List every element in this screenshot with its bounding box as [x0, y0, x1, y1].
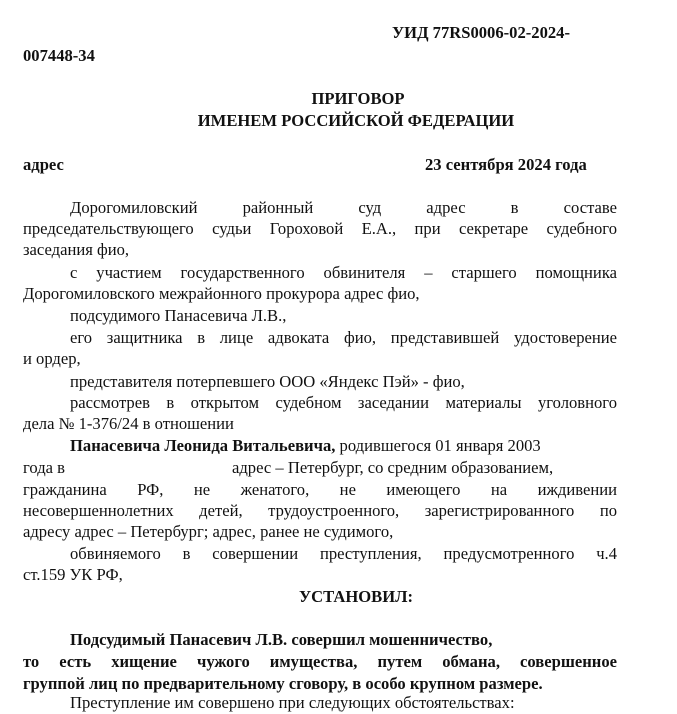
- body-p7-line2-a: года в: [23, 458, 66, 477]
- finding-line3: группой лиц по предварительному сговору, в особо крупном размере.: [23, 674, 543, 693]
- body-p2-line2: Дорогомиловского межрайонного прокурора адрес фио,: [23, 284, 420, 303]
- body-p7-line2: [23, 457, 617, 478]
- body-p7-line1: [70, 435, 617, 456]
- finding-line1: Подсудимый Панасевич Л.В. совершил мошенничество,: [70, 630, 493, 649]
- body-p7-line4: несовершеннолетних детей, трудоустроенного, зарегистрированного по: [23, 501, 617, 520]
- body-p7-line3: гражданина РФ, не женатого, не имеющего на иждивении: [23, 480, 617, 499]
- case-uid-line1: УИД 77RS0006-02-2024-: [392, 23, 571, 42]
- body-p6-line2: дела № 1-376/24 в отношении: [23, 414, 234, 433]
- body-p3-line1: подсудимого Панасевича Л.В.,: [70, 306, 287, 325]
- body-p8-line1: обвиняемого в совершении преступления, предусмотренного ч.4: [70, 544, 617, 563]
- body-p8-line2: ст.159 УК РФ,: [23, 565, 123, 584]
- body-p1-line2: председательствующего судьи Гороховой Е.А., при секретаре судебного: [23, 219, 617, 238]
- defendant-birth: родившегося 01 января 2003: [335, 436, 541, 455]
- body-p6-line1: рассмотрев в открытом судебном заседании материалы уголовного: [70, 393, 617, 412]
- case-uid-line2: 007448-34: [23, 46, 95, 65]
- place: адрес: [23, 155, 64, 174]
- established-heading: УСТАНОВИЛ:: [298, 587, 414, 606]
- body-p4-line1: его защитника в лице адвоката фио, представившей удостоверение: [70, 328, 617, 347]
- document-subtitle: ИМЕНЕМ РОССИЙСКОЙ ФЕДЕРАЦИИ: [197, 111, 515, 130]
- defendant-name: Панасевича Леонида Витальевича,: [70, 436, 336, 455]
- body-p7-line2-b: адрес – Петербург, со средним образованием,: [232, 458, 554, 477]
- date: 23 сентября 2024 года: [425, 155, 587, 174]
- body-p7-line5: адресу адрес – Петербург; адрес, ранее не судимого,: [23, 522, 394, 541]
- body-p1-line3: заседания фио,: [23, 240, 130, 259]
- document-title: ПРИГОВОР: [311, 89, 405, 108]
- body-p5-line1: представителя потерпевшего ООО «Яндекс Пэй» - фио,: [70, 372, 465, 391]
- cutoff-line: Преступление им совершено при следующих обстоятельствах:: [70, 693, 515, 712]
- body-p2-line1: с участием государственного обвинителя – старшего помощника: [70, 263, 617, 282]
- body-p1-line1: Дорогомиловский районный суд адрес в составе: [70, 198, 617, 217]
- finding-line2: то есть хищение чужого имущества, путем обмана, совершенное: [23, 652, 617, 671]
- body-p4-line2: и ордер,: [23, 349, 81, 368]
